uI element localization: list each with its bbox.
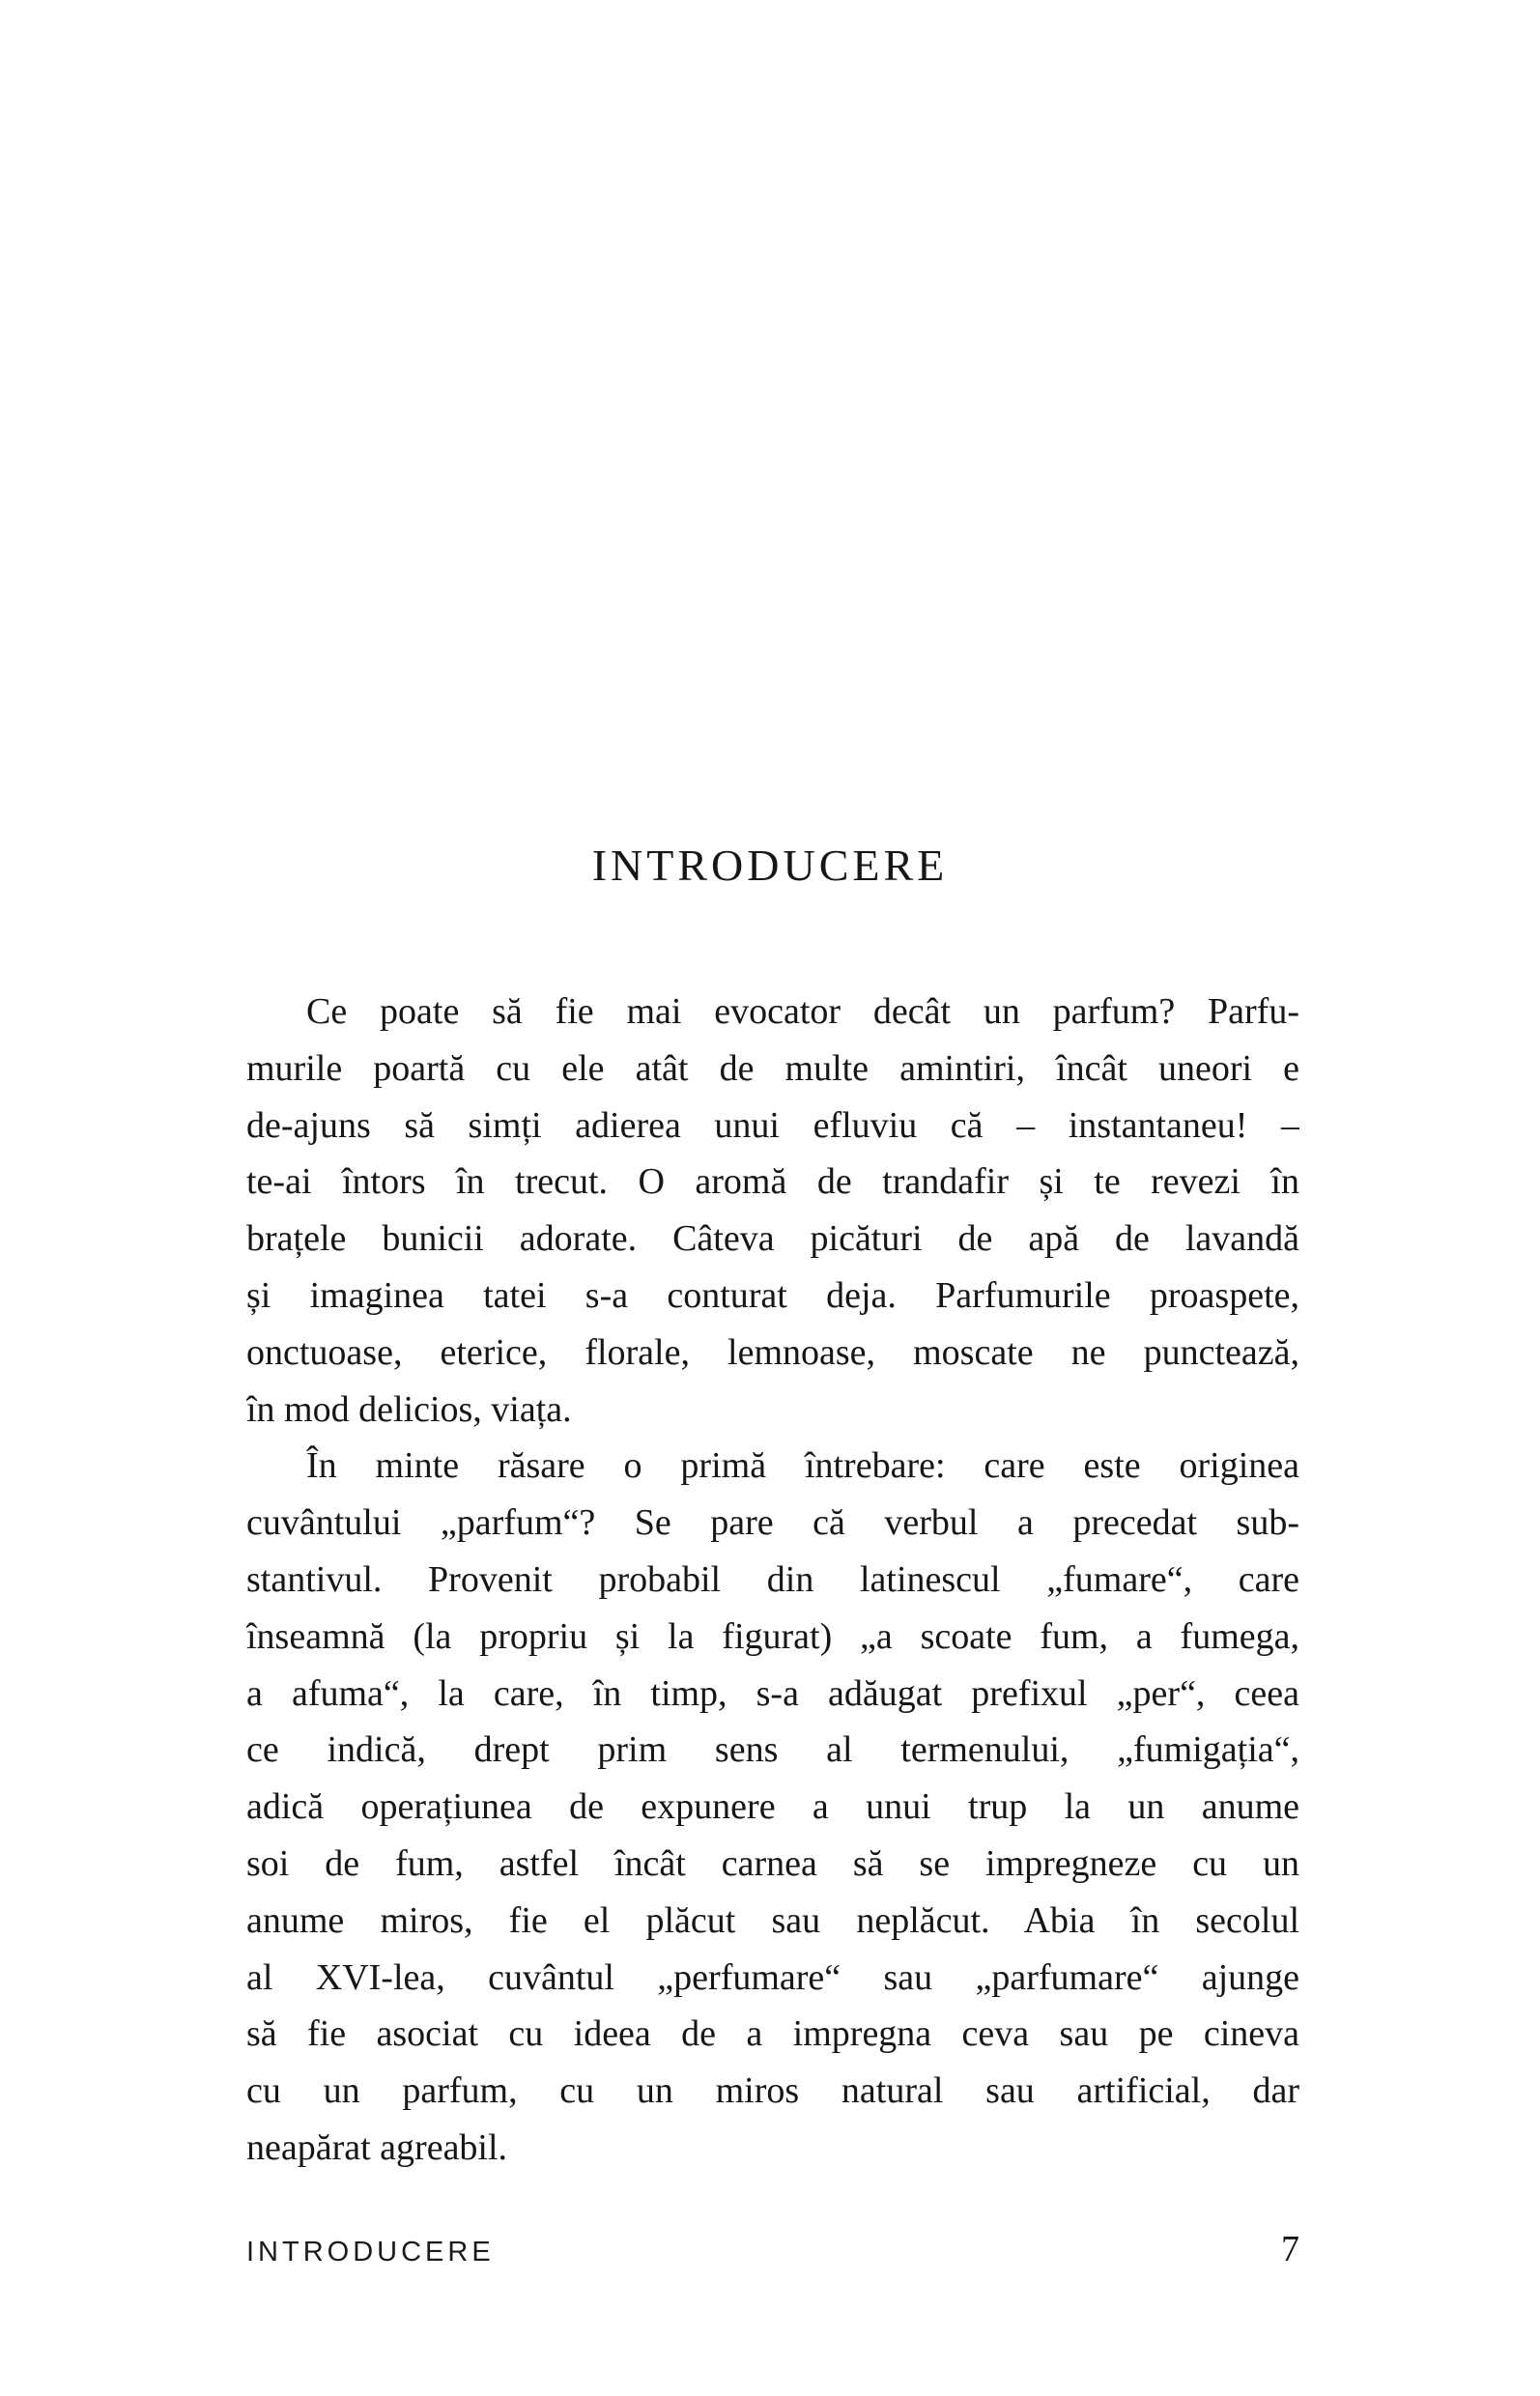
text-line: onctuoase, eterice, florale, lemnoase, moscate ne punctează, (246, 1331, 1299, 1373)
text-line: brațele bunicii adorate. Câteva picături de apă de lavandă (246, 1218, 1299, 1260)
text-line: în mod delicios, viața. (246, 1388, 572, 1430)
text-line: de-ajuns să simți adierea unui efluviu că – instantaneu! – (246, 1104, 1299, 1146)
text-line: al XVI-lea, cuvântul „perfumare“ sau „parfumare“ ajunge (246, 1956, 1299, 1998)
page-number: 7 (1281, 2229, 1299, 2269)
text-line: soi de fum, astfel încât carnea să se impregneze cu un (246, 1842, 1299, 1884)
text-line: Ce poate să fie mai evocator decât un parfum? Parfu- (306, 991, 1299, 1032)
text-line: stantivul. Provenit probabil din latinescul „fumare“, care (246, 1558, 1299, 1600)
page-footer (246, 2228, 1299, 2270)
footer-chapter-label: INTRODUCERE (246, 2237, 495, 2268)
text-line: să fie asociat cu ideea de a impregna ceva sau pe cineva (246, 2013, 1299, 2055)
text-line: înseamnă (la propriu și la figurat) „a scoate fum, a fumega, (246, 1615, 1299, 1657)
text-line: cu un parfum, cu un miros natural sau artificial, dar (246, 2070, 1299, 2112)
text-line: adică operațiunea de expunere a unui trup la un anume (246, 1786, 1299, 1828)
text-line: În minte răsare o primă întrebare: care este originea (306, 1445, 1299, 1487)
text-line: ce indică, drept prim sens al termenului, „fumigația“, (246, 1729, 1299, 1771)
text-line: murile poartă cu ele atât de multe amintiri, încât uneori e (246, 1047, 1299, 1089)
chapter-title: INTRODUCERE (591, 840, 949, 890)
text-line: a afuma“, la care, în timp, s-a adăugat prefixul „per“, ceea (246, 1672, 1299, 1714)
text-line: cuvântului „parfum“? Se pare că verbul a precedat sub- (246, 1502, 1299, 1544)
text-line: te-ai întors în trecut. O aromă de trandafir și te revezi în (246, 1161, 1299, 1203)
body-text (246, 984, 1299, 2177)
text-line: și imaginea tatei s-a conturat deja. Parfumurile proaspete, (246, 1274, 1299, 1316)
text-line: anume miros, fie el plăcut sau neplăcut. Abia în secolul (246, 1899, 1299, 1941)
text-line: neapărat agreabil. (246, 2126, 508, 2168)
